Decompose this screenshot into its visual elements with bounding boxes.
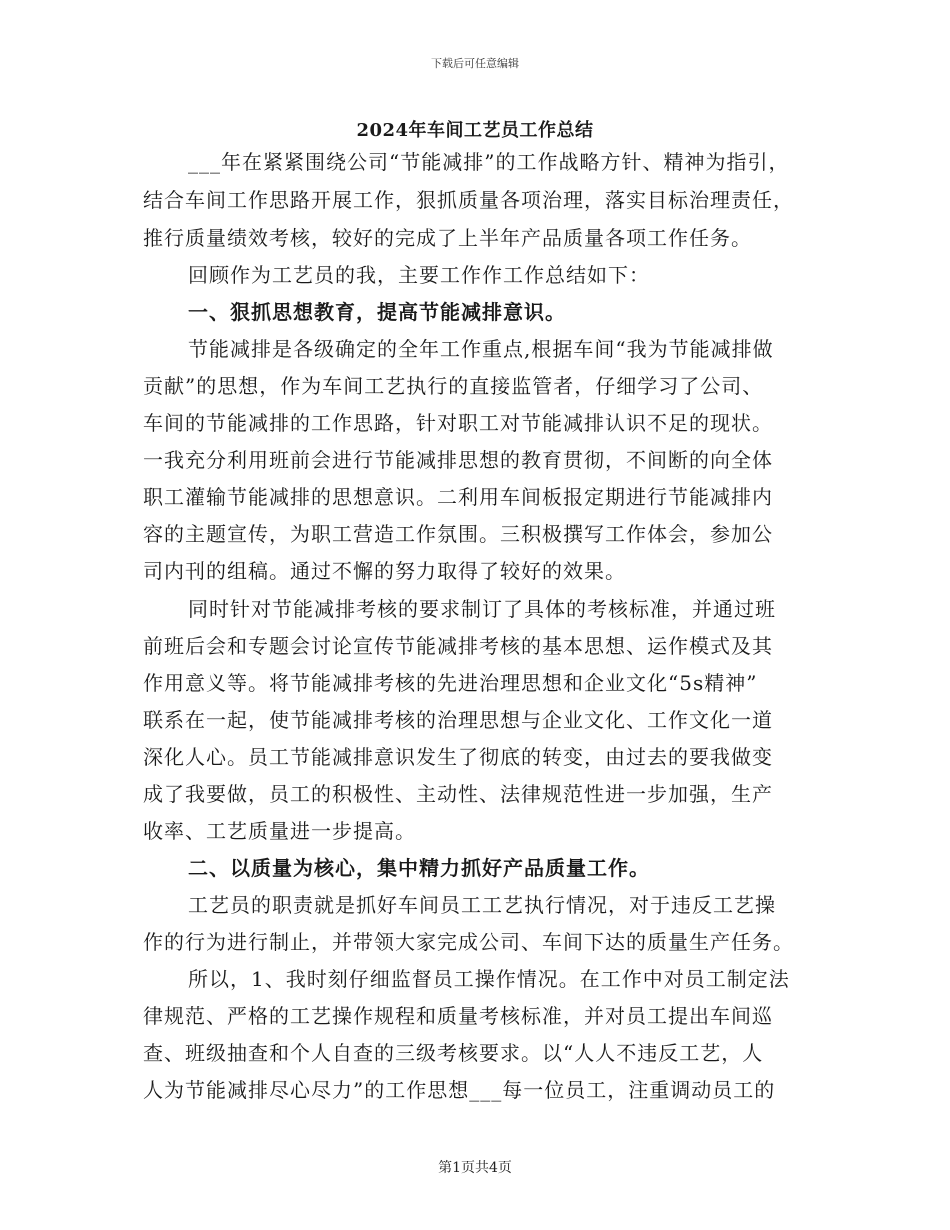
paragraph-line: 收率、工艺质量进一步提高。 [143,819,416,843]
paragraph-line: 查、班级抽查和个人自查的三级考核要求。以“人人不违反工艺，人 [143,1041,764,1065]
section-heading: 二、以质量为核心，集中精力抓好产品质量工作。 [188,856,650,880]
paragraph-line: 联系在一起，使节能减排考核的治理思想与企业文化、工作文化一道 [143,708,773,732]
paragraph-line: 深化人心。员工节能减排意识发生了彻底的转变，由过去的要我做变 [143,745,773,769]
paragraph-line: 前班后会和专题会讨论宣传节能减排考核的基本思想、运作模式及其 [143,634,773,658]
header-note: 下载后可任意编辑 [431,57,519,70]
paragraph-line: 律规范、严格的工艺操作规程和质量考核标准，并对员工提出车间巡 [143,1004,773,1028]
paragraph-line: 所以，1、我时刻仔细监督员工操作情况。在工作中对员工制定法 [188,967,790,991]
paragraph-line: 回顾作为工艺员的我，主要工作作工作总结如下： [188,263,650,287]
paragraph-line: 职工灌输节能减排的思想意识。二利用车间板报定期进行节能减排内 [143,485,773,509]
paragraph-line: 工艺员的职责就是抓好车间员工工艺执行情况，对于违反工艺操 [188,893,776,917]
paragraph-line: 车间的节能减排的工作思路，针对职工对节能减排认识不足的现状。 [143,411,773,435]
paragraph-line: 推行质量绩效考核，较好的完成了上半年产品质量各项工作任务。 [143,226,752,250]
section-heading: 一、狠抓思想教育，提高节能减排意识。 [188,300,566,324]
paragraph-line: ___年在紧紧围绕公司“节能减排”的工作战略方针、精神为指引， [188,150,790,174]
paragraph-line: 人为节能减排尽心尽力”的工作思想___每一位员工，注重调动员工的 [143,1078,776,1102]
paragraph-line: 同时针对节能减排考核的要求制订了具体的考核标准，并通过班 [188,597,776,621]
paragraph-line: 成了我要做，员工的积极性、主动性、法律规范性进一步加强，生产 [143,782,773,806]
paragraph-line: 容的主题宣传，为职工营造工作氛围。三积极撰写工作体会，参加公 [143,522,773,546]
paragraph-line: 贡献”的思想，作为车间工艺执行的直接监管者，仔细学习了公司、 [143,374,764,398]
paragraph-line: 作用意义等。将节能减排考核的先进治理思想和企业文化“5s精神” [143,671,758,695]
document-title: 2024年车间工艺员工作总结 [356,120,594,141]
paragraph-line: 节能减排是各级确定的全年工作重点,根据车间“我为节能减排做 [188,337,774,361]
paragraph-line: 作的行为进行制止，并带领大家完成公司、车间下达的质量生产任务。 [143,930,794,954]
paragraph-line: 一我充分利用班前会进行节能减排思想的教育贯彻，不间断的向全体 [143,448,773,472]
paragraph-line: 司内刊的组稿。通过不懈的努力取得了较好的效果。 [143,559,626,583]
paragraph-line: 结合车间工作思路开展工作，狠抓质量各项治理，落实目标治理责任， [143,188,794,212]
page-number: 第1页共4页 [438,1160,512,1176]
